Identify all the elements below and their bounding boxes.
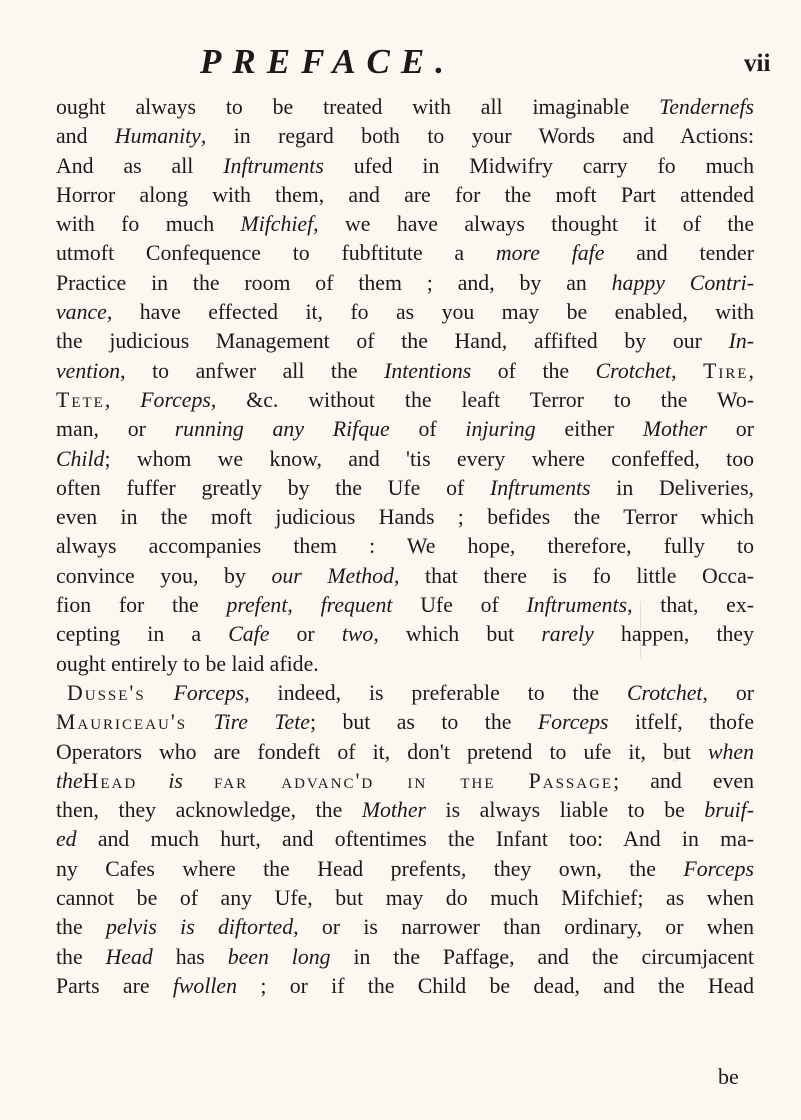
text-run: Parts are: [56, 973, 173, 998]
text-run: And as all: [56, 153, 224, 178]
text-line: [56, 913, 754, 942]
italic-text: pelvis is diftorted: [105, 915, 294, 940]
italic-text: Mifchief: [240, 212, 314, 237]
text-run: utmoft Confequence to fubftitute a: [56, 241, 496, 266]
text-run: , or is narrower than ordinary, or when: [293, 915, 754, 940]
italic-text: Child: [56, 446, 105, 471]
text-run: , indeed, is preferable to the: [244, 680, 627, 705]
text-run: ,: [671, 358, 704, 383]
text-run: happen, they: [593, 622, 754, 647]
text-run: ,: [748, 358, 754, 383]
text-line: [56, 796, 754, 825]
text-line: [56, 943, 754, 972]
text-run: [137, 769, 168, 793]
small-caps-text: Dusse's: [67, 680, 146, 705]
text-run: , that, ex-: [627, 593, 754, 618]
text-run: ; and even: [613, 768, 755, 793]
page-title: PREFACE.: [200, 42, 455, 81]
text-line: [56, 269, 754, 298]
text-run: , or: [702, 680, 754, 705]
text-run: even in the moft judicious Hands ; befides the Terror which: [56, 505, 754, 530]
text-run: ,: [104, 387, 141, 412]
text-run: [146, 681, 174, 705]
text-line: [56, 532, 754, 561]
italic-text: is: [168, 768, 183, 793]
text-line: [56, 884, 754, 913]
text-run: convince you, by: [56, 563, 272, 588]
italic-text: Forceps: [537, 710, 609, 735]
text-line: [56, 415, 754, 444]
text-run: and tender: [604, 241, 754, 266]
text-run: ny Cafes where the Head prefents, they own, the: [56, 856, 684, 881]
text-run: , have effected it, fo as you may be enabled, with: [106, 300, 754, 325]
text-line: [56, 679, 754, 708]
italic-text: the: [56, 768, 83, 793]
text-run: in Deliveries,: [590, 475, 755, 500]
text-line: [56, 93, 754, 122]
text-line: [56, 972, 754, 1001]
small-caps-text: Mauriceau's: [56, 710, 188, 735]
text-run: Ufe of: [392, 593, 527, 618]
italic-text: fwollen: [172, 973, 238, 998]
text-run: man, or: [56, 417, 175, 442]
text-run: , which but: [373, 622, 542, 647]
text-line: [56, 591, 754, 620]
italic-text: Tendernefs: [659, 95, 754, 119]
italic-text: rarely: [541, 622, 594, 647]
text-line: [56, 122, 754, 151]
italic-text: Head: [105, 944, 153, 969]
page-number: vii: [744, 50, 771, 77]
italic-text: frequent: [320, 593, 393, 618]
italic-text: Forceps: [683, 856, 754, 881]
running-header: [0, 38, 801, 82]
body-text: [56, 93, 754, 1001]
text-run: [183, 769, 214, 793]
text-run: is always liable to be: [425, 798, 705, 823]
small-caps-text: Tete: [56, 387, 105, 412]
text-line: [56, 357, 754, 386]
text-line: [56, 445, 754, 474]
text-line: [56, 562, 754, 591]
italic-text: Mother: [361, 798, 426, 823]
small-caps-text: Tire: [703, 358, 749, 383]
italic-text: ed: [56, 827, 77, 852]
text-run: and: [56, 124, 115, 149]
text-run: often fuffer greatly by the Ufe of: [56, 475, 491, 500]
text-run: always accompanies them : We hope, therefore, fully to: [56, 534, 754, 559]
italic-text: Mother: [642, 417, 708, 442]
text-line: [56, 327, 754, 356]
text-run: of: [389, 417, 466, 442]
text-run: fion for the: [56, 593, 227, 618]
text-line: [56, 386, 754, 415]
text-line: [56, 210, 754, 239]
italic-text: Intentions: [384, 358, 472, 383]
text-run: and much hurt, and oftentimes the Infant too: And in ma-: [76, 827, 754, 852]
text-run: , we have always thought it of the: [313, 212, 754, 237]
italic-text: Crotchet: [595, 358, 672, 383]
italic-text: injuring: [465, 417, 536, 442]
small-caps-text: far advanc'd in the Passage: [214, 768, 614, 793]
italic-text: our Method: [271, 563, 394, 588]
italic-text: prefent: [226, 593, 288, 618]
text-run: has: [152, 944, 228, 969]
italic-text: vance: [56, 300, 107, 325]
text-run: then, they acknowledge, the: [56, 798, 362, 823]
text-run: in the Paffage, and the circumjacent: [330, 944, 754, 969]
catchword: be: [718, 1064, 739, 1089]
italic-text: Forceps: [140, 387, 211, 412]
text-run: itfelf, thofe: [608, 710, 754, 735]
paper-spot: [670, 750, 680, 762]
text-run: the: [56, 915, 106, 940]
text-run: ought entirely to be laid afide.: [56, 651, 319, 676]
italic-text: running any Rifque: [174, 417, 390, 442]
text-run: ; but as to the: [309, 710, 538, 735]
text-run: cepting in a: [56, 622, 229, 647]
text-line: [56, 855, 754, 884]
text-run: Operators who are fondeft of it, don't pretend to ufe it, but: [56, 739, 708, 764]
text-run: , that there is fo little Occa-: [393, 563, 755, 588]
italic-text: vention: [56, 358, 121, 383]
text-run: either: [535, 417, 643, 442]
text-line: [56, 474, 754, 503]
text-run: ufed in Midwifry carry fo much: [323, 153, 754, 178]
text-run: cannot be of any Ufe, but may do much Mifchief; as when: [56, 886, 754, 911]
text-run: ought always to be treated with all imaginable: [56, 95, 660, 119]
text-run: with fo much: [56, 212, 241, 237]
text-run: the: [56, 944, 106, 969]
text-run: Practice in the room of them ; and, by an: [56, 270, 612, 295]
text-line: [56, 650, 754, 679]
italic-text: more fafe: [495, 241, 605, 266]
italic-text: Humanity: [114, 124, 201, 149]
text-line: [56, 767, 754, 796]
text-line: [56, 152, 754, 181]
text-run: ; or if the Child be dead, and the Head: [237, 973, 754, 998]
text-line: [56, 738, 754, 767]
text-line: [56, 181, 754, 210]
italic-text: two: [341, 622, 374, 647]
italic-text: Tire Tete: [213, 710, 310, 735]
text-run: [187, 710, 213, 734]
text-line: [56, 503, 754, 532]
text-line: [56, 708, 754, 737]
text-run: or: [707, 417, 754, 442]
text-line: [56, 620, 754, 649]
text-line: [56, 825, 754, 854]
italic-text: In-: [728, 329, 754, 354]
italic-text: Crotchet: [627, 680, 703, 705]
small-caps-text: Head: [82, 768, 138, 793]
text-line: [56, 239, 754, 268]
text-run: ,: [287, 593, 321, 618]
paper-mark: [640, 600, 647, 660]
text-run: ; whom we know, and 'tis every where confeffed, too: [104, 446, 754, 471]
italic-text: happy Contri-: [611, 270, 754, 295]
text-run: the judicious Management of the Hand, affifted by our: [56, 329, 729, 354]
text-run: , &c. without the leaft Terror to the Wo-: [210, 387, 754, 412]
italic-text: Inftruments: [490, 475, 591, 500]
text-run: , in regard both to your Words and Actions:: [200, 124, 755, 149]
text-line: [56, 298, 754, 327]
text-run: or: [269, 622, 342, 647]
text-run: , to anfwer all the: [120, 358, 385, 383]
italic-text: Inftruments: [223, 153, 324, 178]
italic-text: when: [707, 739, 754, 764]
text-run: of the: [471, 358, 596, 383]
italic-text: bruif-: [704, 798, 754, 823]
italic-text: Forceps: [173, 680, 245, 705]
italic-text: been long: [227, 944, 331, 969]
italic-text: Cafe: [228, 622, 270, 647]
text-run: Horror along with them, and are for the moft Part attended: [56, 182, 754, 207]
italic-text: Inftruments: [526, 593, 628, 618]
